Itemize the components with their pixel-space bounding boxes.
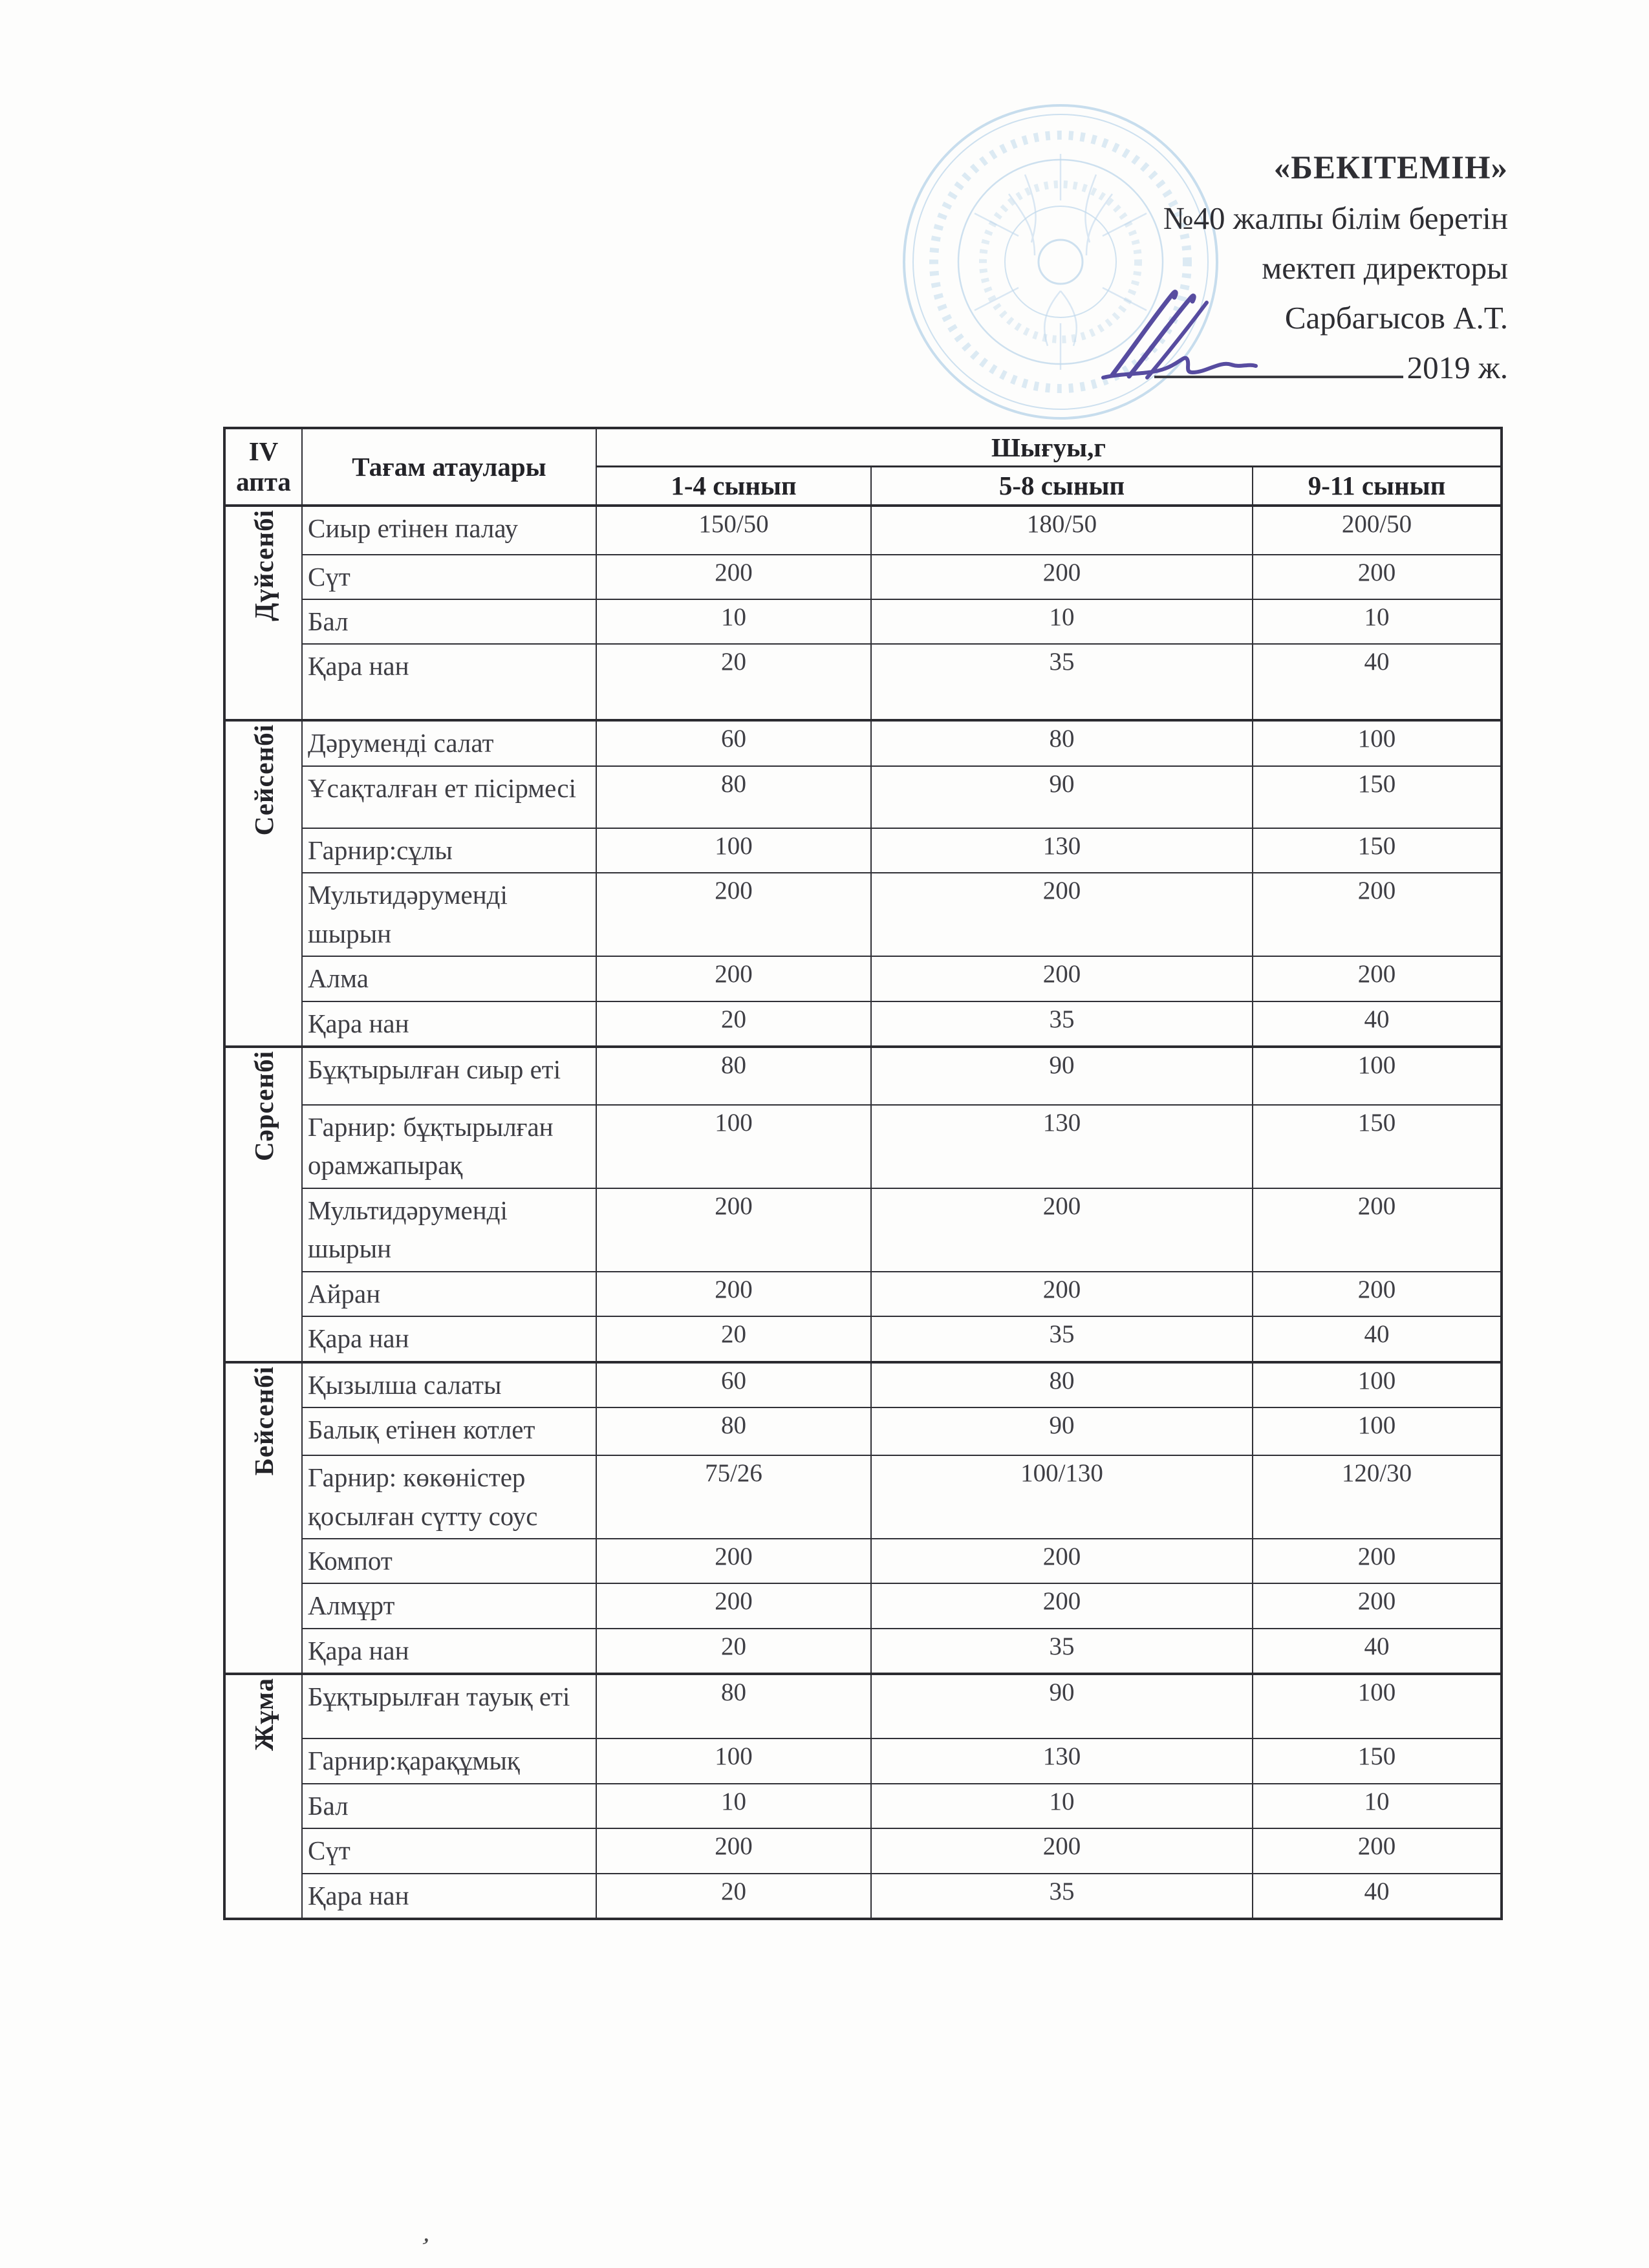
- portion-value-cell: 40: [1253, 644, 1502, 720]
- portion-value-cell: 100: [1253, 1362, 1502, 1407]
- menu-row: [224, 599, 1502, 644]
- approval-line-director: мектеп директоры: [1262, 250, 1508, 286]
- day-section-3: [224, 1047, 1502, 1362]
- portion-value-cell: 200: [871, 1583, 1253, 1628]
- portion-value-cell: 10: [1253, 599, 1502, 644]
- menu-row: [224, 873, 1502, 956]
- portion-value-cell: 200: [596, 555, 871, 599]
- menu-table-header: [224, 428, 1502, 506]
- day-label: Сейсенбі: [248, 724, 279, 836]
- food-name-cell: Сүт: [302, 555, 596, 599]
- portion-value-cell: 100: [1253, 720, 1502, 765]
- day-section-4: [224, 1362, 1502, 1674]
- portion-value-cell: 80: [596, 1674, 871, 1738]
- portion-value-cell: 200: [1253, 956, 1502, 1001]
- portion-value-cell: 40: [1253, 1629, 1502, 1674]
- portion-value-cell: 200: [596, 1828, 871, 1873]
- portion-value-cell: 200: [596, 873, 871, 956]
- food-name-cell: Мультидәруменді шырын: [302, 873, 596, 956]
- portion-value-cell: 150: [1253, 1105, 1502, 1188]
- portion-value-cell: 80: [596, 766, 871, 828]
- menu-row: [224, 1874, 1502, 1919]
- menu-row: [224, 1738, 1502, 1783]
- food-name-cell: Сиыр етінен палау: [302, 506, 596, 555]
- menu-row: [224, 766, 1502, 828]
- portion-value-cell: 200: [596, 1583, 871, 1628]
- portion-value-cell: 200: [871, 1828, 1253, 1873]
- portion-value-cell: 75/26: [596, 1455, 871, 1539]
- portion-value-cell: 200/50: [1253, 506, 1502, 555]
- portion-value-cell: 200: [871, 873, 1253, 956]
- portion-value-cell: 100: [596, 1738, 871, 1783]
- portion-value-cell: 200: [1253, 873, 1502, 956]
- menu-row: [224, 1188, 1502, 1272]
- menu-table: [223, 427, 1503, 1920]
- menu-row: [224, 1407, 1502, 1455]
- approval-year: 2019 ж.: [1406, 350, 1508, 385]
- menu-row: [224, 1105, 1502, 1188]
- food-name-cell: Гарнир: көкөністер қосылған сүтту соус: [302, 1455, 596, 1539]
- day-section-5: [224, 1674, 1502, 1919]
- portion-value-cell: 150: [1253, 1738, 1502, 1783]
- menu-row: [224, 1828, 1502, 1873]
- portion-value-cell: 200: [596, 956, 871, 1001]
- day-label-cell: [224, 1362, 302, 1674]
- portion-value-cell: 200: [1253, 1272, 1502, 1316]
- food-name-cell: Балық етінен котлет: [302, 1407, 596, 1455]
- portion-value-cell: 20: [596, 1001, 871, 1047]
- portion-value-cell: 90: [871, 1407, 1253, 1455]
- food-name-cell: Бұқтырылған тауық еті: [302, 1674, 596, 1738]
- portion-value-cell: 35: [871, 1001, 1253, 1047]
- portion-value-cell: 150: [1253, 766, 1502, 828]
- day-label: Сәрсенбі: [248, 1051, 279, 1162]
- portion-value-cell: 10: [596, 1784, 871, 1828]
- portion-value-cell: 10: [596, 599, 871, 644]
- portion-value-cell: 90: [871, 766, 1253, 828]
- menu-row: [224, 1784, 1502, 1828]
- portion-value-cell: 200: [1253, 1583, 1502, 1628]
- portion-value-cell: 200: [596, 1272, 871, 1316]
- portion-value-cell: 200: [596, 1539, 871, 1583]
- menu-row: [224, 1583, 1502, 1628]
- day-label-cell: [224, 1047, 302, 1362]
- food-name-cell: Гарнир: бұқтырылған орамжапырақ: [302, 1105, 596, 1188]
- week-label-cell: IV апта: [224, 428, 302, 506]
- portion-value-cell: 130: [871, 1738, 1253, 1783]
- portion-value-cell: 200: [1253, 555, 1502, 599]
- portion-value-cell: 20: [596, 1629, 871, 1674]
- day-label-cell: [224, 720, 302, 1047]
- portion-value-cell: 35: [871, 1629, 1253, 1674]
- portion-value-cell: 10: [871, 1784, 1253, 1828]
- menu-row: [224, 956, 1502, 1001]
- day-label: Жұма: [248, 1678, 279, 1751]
- food-name-cell: Қара нан: [302, 644, 596, 720]
- portion-value-cell: 100: [1253, 1674, 1502, 1738]
- portion-value-cell: 40: [1253, 1874, 1502, 1919]
- portion-value-cell: 100: [1253, 1407, 1502, 1455]
- portion-value-cell: 40: [1253, 1316, 1502, 1362]
- portion-value-cell: 40: [1253, 1001, 1502, 1047]
- approval-line-name: Сарбагысов А.Т.: [1284, 300, 1508, 336]
- portion-value-cell: 200: [871, 1188, 1253, 1272]
- portion-value-cell: 90: [871, 1047, 1253, 1105]
- portion-value-cell: 130: [871, 1105, 1253, 1188]
- menu-row: [224, 1362, 1502, 1407]
- day-label: Бейсенбі: [248, 1365, 279, 1475]
- portion-value-cell: 200: [871, 1272, 1253, 1316]
- portion-value-cell: 200: [871, 1539, 1253, 1583]
- menu-row: [224, 1455, 1502, 1539]
- portion-value-cell: 100/130: [871, 1455, 1253, 1539]
- portion-value-cell: 80: [596, 1407, 871, 1455]
- food-name-cell: Қызылша салаты: [302, 1362, 596, 1407]
- food-name-cell: Сүт: [302, 1828, 596, 1873]
- portion-value-cell: 130: [871, 828, 1253, 873]
- day-section-2: [224, 720, 1502, 1047]
- menu-row: [224, 1272, 1502, 1316]
- portion-value-cell: 200: [871, 956, 1253, 1001]
- menu-row: [224, 1539, 1502, 1583]
- food-header-cell: Тағам атаулары: [302, 428, 596, 506]
- class-header-1: 1-4 сынып: [596, 467, 871, 506]
- food-name-cell: Бұқтырылған сиыр еті: [302, 1047, 596, 1105]
- portion-value-cell: 20: [596, 644, 871, 720]
- menu-row: [224, 1001, 1502, 1047]
- day-section-1: [224, 506, 1502, 721]
- class-header-3: 9-11 сынып: [1253, 467, 1502, 506]
- portion-value-cell: 90: [871, 1674, 1253, 1738]
- food-name-cell: Ұсақталған ет пісірмесі: [302, 766, 596, 828]
- portion-value-cell: 200: [1253, 1828, 1502, 1873]
- portion-value-cell: 35: [871, 644, 1253, 720]
- portion-value-cell: 200: [871, 555, 1253, 599]
- approval-line-school: №40 жалпы білім беретін: [1163, 200, 1508, 236]
- food-name-cell: Бал: [302, 599, 596, 644]
- portion-value-cell: 100: [1253, 1047, 1502, 1105]
- food-name-cell: Қара нан: [302, 1316, 596, 1362]
- food-name-cell: Қара нан: [302, 1874, 596, 1919]
- menu-row: [224, 506, 1502, 555]
- portion-value-cell: 60: [596, 1362, 871, 1407]
- menu-row: [224, 1316, 1502, 1362]
- scan-speck: ,: [421, 2218, 436, 2248]
- day-label-cell: [224, 1674, 302, 1919]
- header-row-1: [224, 428, 1502, 467]
- food-name-cell: Қара нан: [302, 1001, 596, 1047]
- portion-value-cell: 120/30: [1253, 1455, 1502, 1539]
- portion-value-cell: 20: [596, 1316, 871, 1362]
- approval-title: «БЕКІТЕМІН»: [1273, 150, 1508, 186]
- portion-value-cell: 10: [1253, 1784, 1502, 1828]
- menu-row: [224, 828, 1502, 873]
- food-name-cell: Дәруменді салат: [302, 720, 596, 765]
- food-name-cell: Гарнир:қарақұмық: [302, 1738, 596, 1783]
- food-name-cell: Бал: [302, 1784, 596, 1828]
- portion-value-cell: 10: [871, 599, 1253, 644]
- day-label: Дүйсенбі: [248, 509, 279, 621]
- portion-value-cell: 60: [596, 720, 871, 765]
- food-name-cell: Алмұрт: [302, 1583, 596, 1628]
- portion-value-cell: 35: [871, 1874, 1253, 1919]
- menu-row: [224, 1047, 1502, 1105]
- portion-value-cell: 150/50: [596, 506, 871, 555]
- food-name-cell: Мультидәруменді шырын: [302, 1188, 596, 1272]
- menu-row: [224, 1629, 1502, 1674]
- day-label-cell: [224, 506, 302, 721]
- food-name-cell: Қара нан: [302, 1629, 596, 1674]
- portion-value-cell: 150: [1253, 828, 1502, 873]
- portion-value-cell: 100: [596, 828, 871, 873]
- class-header-2: 5-8 сынып: [871, 467, 1253, 506]
- portion-value-cell: 80: [596, 1047, 871, 1105]
- menu-row: [224, 720, 1502, 765]
- food-name-cell: Гарнир:сұлы: [302, 828, 596, 873]
- menu-row: [224, 555, 1502, 599]
- menu-row: [224, 644, 1502, 720]
- portion-value-cell: 80: [871, 720, 1253, 765]
- food-name-cell: Айран: [302, 1272, 596, 1316]
- signature-ink: [1093, 278, 1274, 394]
- portion-value-cell: 100: [596, 1105, 871, 1188]
- portion-value-cell: 180/50: [871, 506, 1253, 555]
- food-name-cell: Компот: [302, 1539, 596, 1583]
- output-header-cell: Шығуы,г: [596, 428, 1502, 467]
- portion-value-cell: 20: [596, 1874, 871, 1919]
- portion-value-cell: 80: [871, 1362, 1253, 1407]
- portion-value-cell: 200: [1253, 1539, 1502, 1583]
- portion-value-cell: 35: [871, 1316, 1253, 1362]
- menu-row: [224, 1674, 1502, 1738]
- portion-value-cell: 200: [596, 1188, 871, 1272]
- food-name-cell: Алма: [302, 956, 596, 1001]
- portion-value-cell: 200: [1253, 1188, 1502, 1272]
